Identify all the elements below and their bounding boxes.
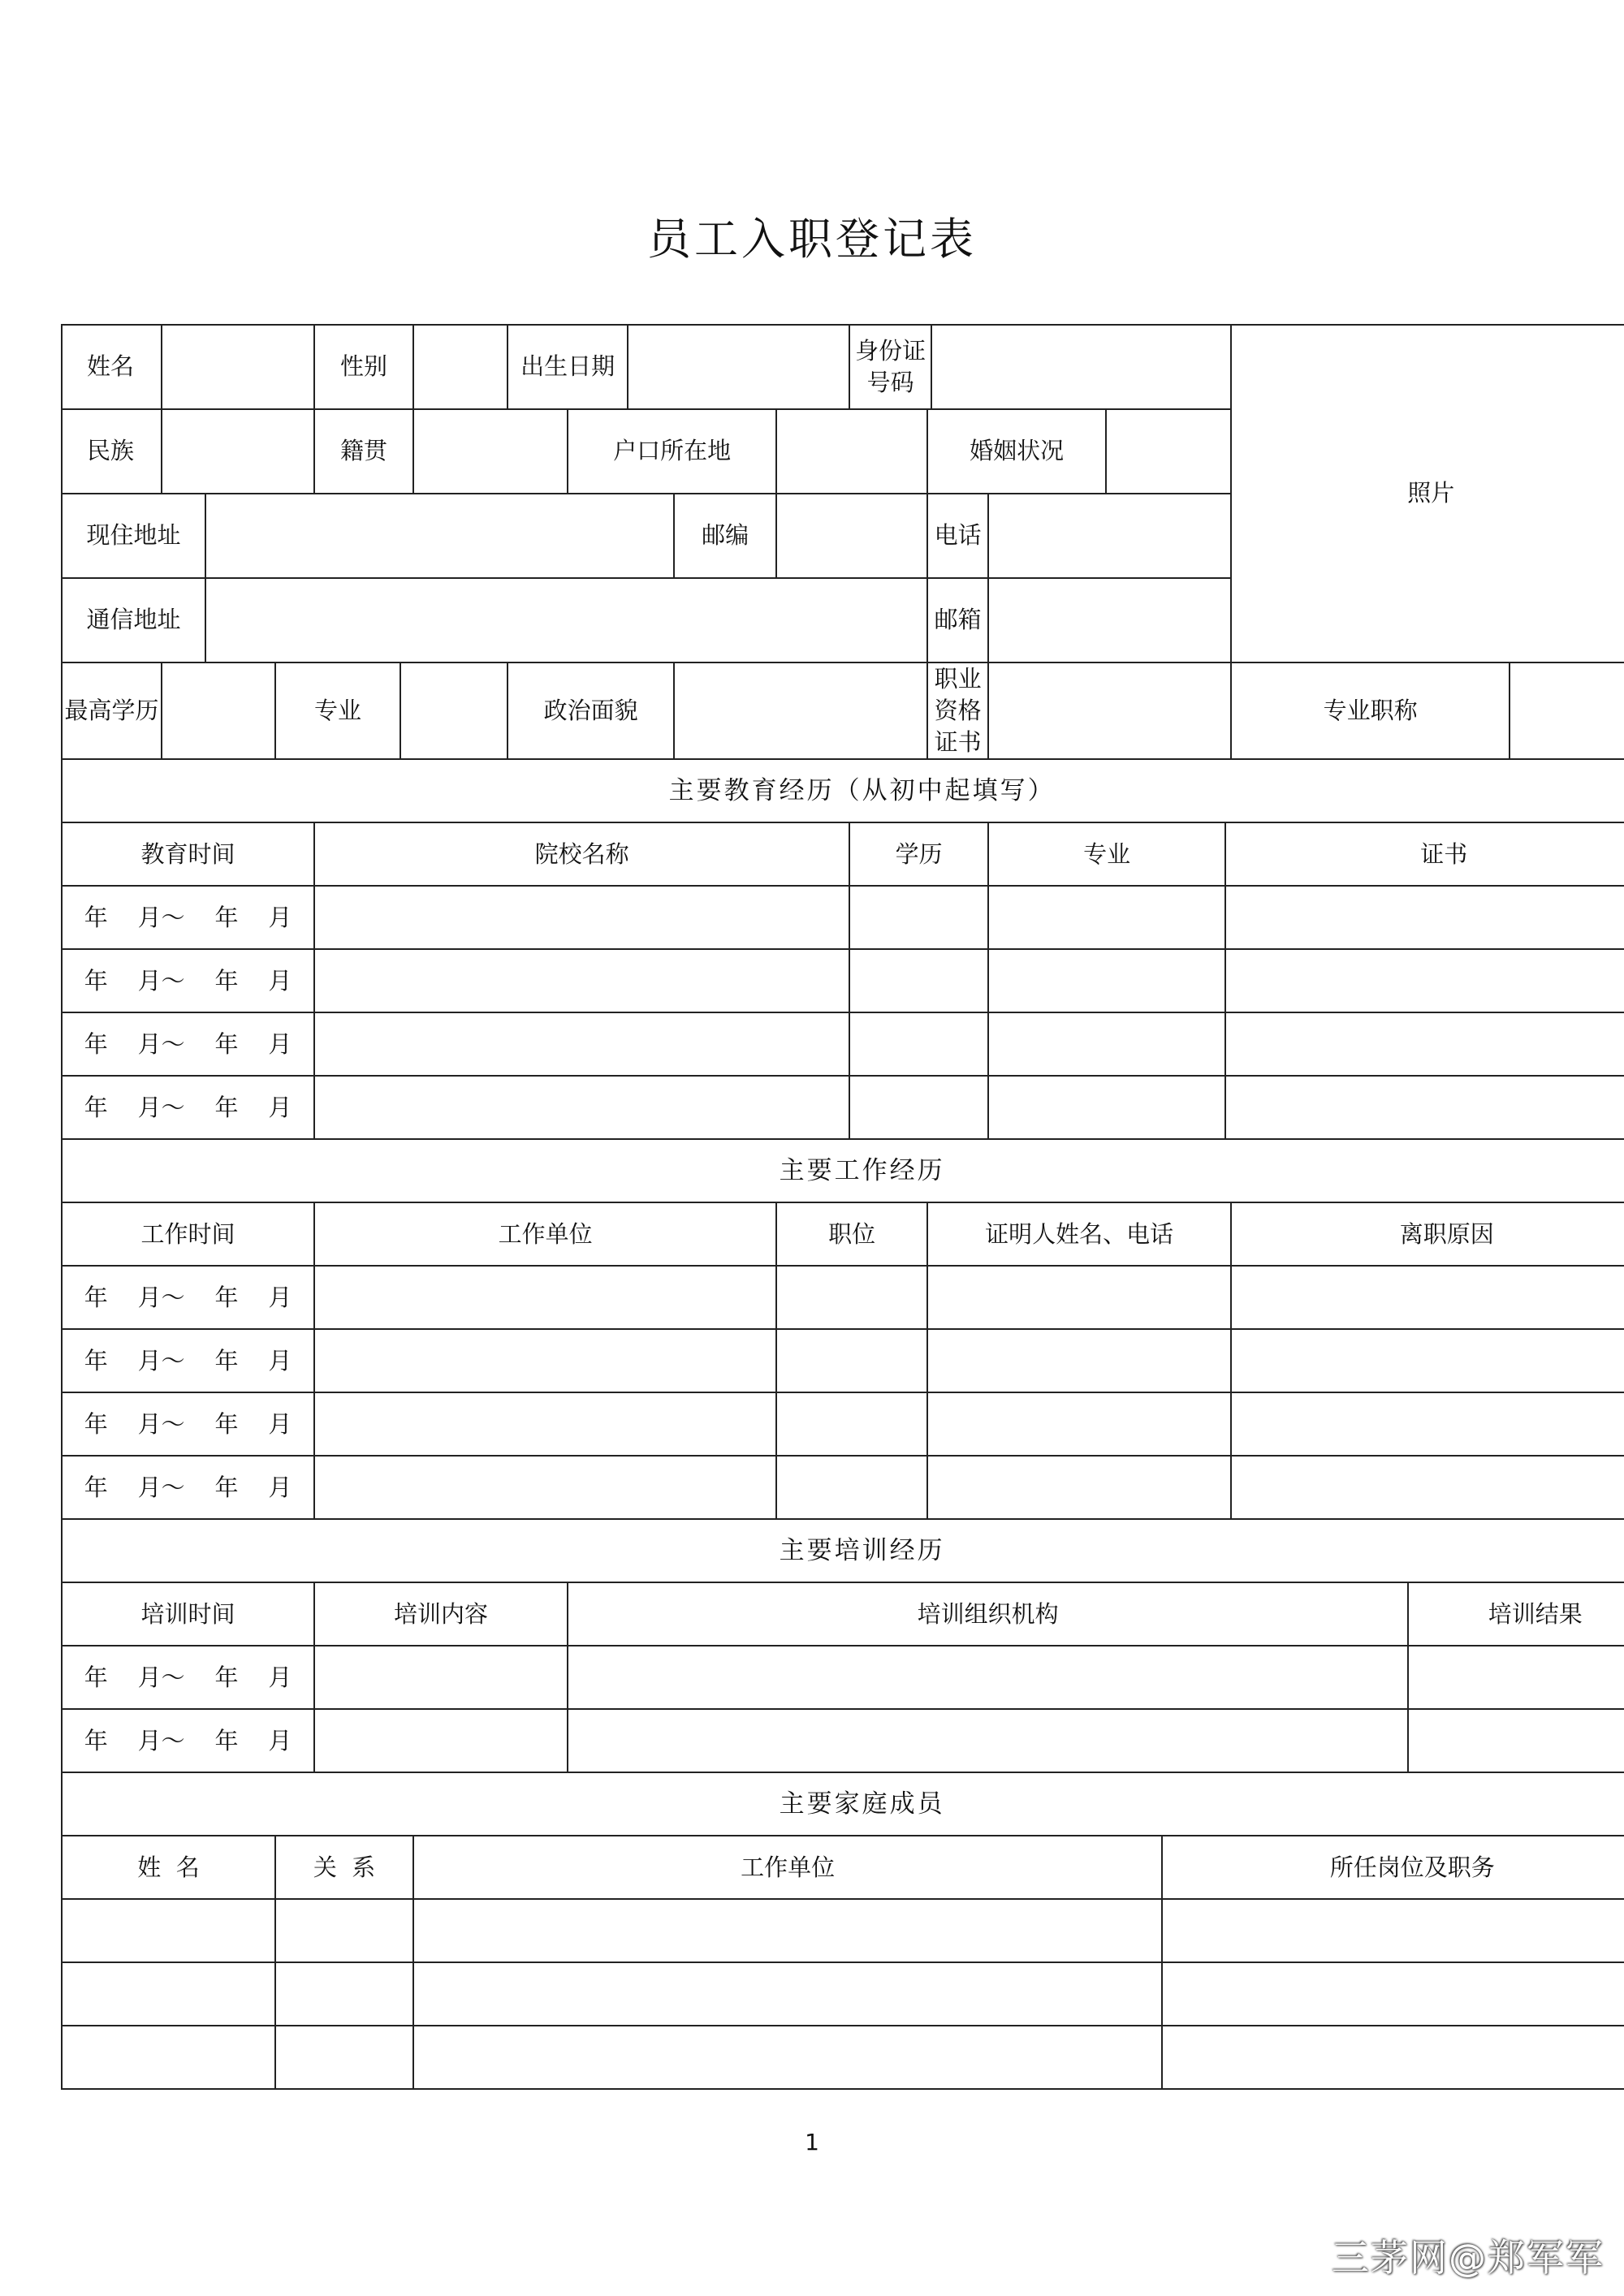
edu-degree-field[interactable] xyxy=(849,1012,988,1076)
education-section-heading: 主要教育经历（从初中起填写） xyxy=(62,759,1624,822)
birth-date-label: 出生日期 xyxy=(508,325,628,409)
edu-date-field[interactable]: 年 月～ 年 月 xyxy=(62,886,314,949)
major-field[interactable] xyxy=(400,662,508,759)
work-employer-field[interactable] xyxy=(314,1392,776,1456)
family-col-name: 姓 名 xyxy=(62,1836,275,1899)
edu-row xyxy=(62,1012,1624,1076)
edu-major-field[interactable] xyxy=(988,1012,1225,1076)
training-row xyxy=(62,1646,1624,1709)
family-employer-field[interactable] xyxy=(413,1962,1162,2026)
family-name-field[interactable] xyxy=(62,2026,275,2089)
family-relation-field[interactable] xyxy=(275,2026,413,2089)
qualification-label-line2: 证书 xyxy=(934,728,982,757)
native-place-field[interactable] xyxy=(413,409,568,494)
training-organizer-field[interactable] xyxy=(568,1646,1408,1709)
edu-col-school: 院校名称 xyxy=(314,822,849,886)
family-col-post: 所任岗位及职务 xyxy=(1162,1836,1624,1899)
birth-date-field[interactable] xyxy=(628,325,849,409)
family-name-field[interactable] xyxy=(62,1899,275,1962)
family-col-employer: 工作单位 xyxy=(413,1836,1162,1899)
training-col-result: 培训结果 xyxy=(1408,1582,1624,1646)
work-position-field[interactable] xyxy=(776,1266,927,1329)
mail-address-field[interactable] xyxy=(205,578,927,662)
registration-form xyxy=(61,324,1624,2090)
page-number: 1 xyxy=(805,2129,819,2156)
training-row xyxy=(62,1709,1624,1772)
edu-col-degree: 学历 xyxy=(849,822,988,886)
qualification-field[interactable] xyxy=(988,662,1231,759)
ethnicity-field[interactable] xyxy=(162,409,314,494)
work-section-heading: 主要工作经历 xyxy=(62,1139,1624,1202)
edu-date-field[interactable]: 年 月～ 年 月 xyxy=(62,1076,314,1139)
work-col-employer: 工作单位 xyxy=(314,1202,776,1266)
family-employer-field[interactable] xyxy=(413,2026,1162,2089)
postcode-label: 邮编 xyxy=(674,494,776,578)
qualification-label xyxy=(927,662,988,759)
work-leave-reason-field[interactable] xyxy=(1231,1392,1624,1456)
work-row xyxy=(62,1329,1624,1392)
current-address-field[interactable] xyxy=(205,494,674,578)
work-reference-field[interactable] xyxy=(927,1266,1231,1329)
family-section-heading: 主要家庭成员 xyxy=(62,1772,1624,1836)
gender-field[interactable] xyxy=(413,325,508,409)
work-col-leave-reason: 离职原因 xyxy=(1231,1202,1624,1266)
work-employer-field[interactable] xyxy=(314,1456,776,1519)
work-employer-field[interactable] xyxy=(314,1329,776,1392)
edu-col-major: 专业 xyxy=(988,822,1225,886)
work-date-field[interactable]: 年 月～ 年 月 xyxy=(62,1329,314,1392)
edu-degree-field[interactable] xyxy=(849,949,988,1012)
mail-address-label: 通信地址 xyxy=(62,578,205,662)
work-row xyxy=(62,1392,1624,1456)
work-leave-reason-field[interactable] xyxy=(1231,1456,1624,1519)
edu-degree-field[interactable] xyxy=(849,886,988,949)
edu-col-certificate: 证书 xyxy=(1225,822,1624,886)
email-field[interactable] xyxy=(988,578,1307,662)
edu-school-field[interactable] xyxy=(314,1076,849,1139)
edu-date-field[interactable]: 年 月～ 年 月 xyxy=(62,1012,314,1076)
family-post-field[interactable] xyxy=(1162,1962,1624,2026)
political-status-field[interactable] xyxy=(674,662,927,759)
edu-major-field[interactable] xyxy=(988,1076,1225,1139)
training-col-time: 培训时间 xyxy=(62,1582,314,1646)
training-content-field[interactable] xyxy=(314,1709,568,1772)
family-row xyxy=(62,2026,1624,2089)
training-content-field[interactable] xyxy=(314,1646,568,1709)
marital-status-label: 婚姻状况 xyxy=(927,409,1106,494)
edu-degree-field[interactable] xyxy=(849,1076,988,1139)
work-row xyxy=(62,1266,1624,1329)
professional-title-label: 专业职称 xyxy=(1231,662,1510,759)
edu-certificate-field[interactable] xyxy=(1225,886,1624,949)
education-field[interactable] xyxy=(162,662,275,759)
name-field[interactable] xyxy=(162,325,314,409)
work-date-field[interactable]: 年 月～ 年 月 xyxy=(62,1456,314,1519)
edu-row xyxy=(62,886,1624,949)
professional-title-field[interactable] xyxy=(1510,662,1624,759)
edu-school-field[interactable] xyxy=(314,1012,849,1076)
training-result-field[interactable] xyxy=(1408,1646,1624,1709)
work-date-field[interactable]: 年 月～ 年 月 xyxy=(62,1392,314,1456)
family-col-relation: 关 系 xyxy=(275,1836,413,1899)
training-col-content: 培训内容 xyxy=(314,1582,568,1646)
work-position-field[interactable] xyxy=(776,1392,927,1456)
edu-major-field[interactable] xyxy=(988,886,1225,949)
name-label: 姓名 xyxy=(62,325,162,409)
family-name-field[interactable] xyxy=(62,1962,275,2026)
qualification-label-line1: 职业资格 xyxy=(934,665,982,725)
work-col-position: 职位 xyxy=(776,1202,927,1266)
work-date-field[interactable]: 年 月～ 年 月 xyxy=(62,1266,314,1329)
family-employer-field[interactable] xyxy=(413,1899,1162,1962)
hukou-field[interactable] xyxy=(776,409,927,494)
email-label: 邮箱 xyxy=(927,578,988,662)
edu-certificate-field[interactable] xyxy=(1225,1076,1624,1139)
watermark: 三茅网@郑军军 xyxy=(1332,2236,1605,2280)
family-relation-field[interactable] xyxy=(275,1899,413,1962)
edu-certificate-field[interactable] xyxy=(1225,949,1624,1012)
work-reference-field[interactable] xyxy=(927,1329,1231,1392)
training-section-heading: 主要培训经历 xyxy=(62,1519,1624,1582)
family-post-field[interactable] xyxy=(1162,1899,1624,1962)
family-relation-field[interactable] xyxy=(275,1962,413,2026)
training-organizer-field[interactable] xyxy=(568,1709,1408,1772)
edu-row xyxy=(62,1076,1624,1139)
work-leave-reason-field[interactable] xyxy=(1231,1266,1624,1329)
political-status-label: 政治面貌 xyxy=(508,662,674,759)
training-date-field[interactable]: 年 月～ 年 月 xyxy=(62,1646,314,1709)
work-leave-reason-field[interactable] xyxy=(1231,1329,1624,1392)
phone-label: 电话 xyxy=(927,494,988,578)
work-reference-field[interactable] xyxy=(927,1392,1231,1456)
phone-field[interactable] xyxy=(988,494,1307,578)
work-employer-field[interactable] xyxy=(314,1266,776,1329)
training-col-organizer: 培训组织机构 xyxy=(568,1582,1408,1646)
photo-box[interactable]: 照片 xyxy=(1231,325,1624,662)
training-date-field[interactable]: 年 月～ 年 月 xyxy=(62,1709,314,1772)
family-row xyxy=(62,1899,1624,1962)
ethnicity-label: 民族 xyxy=(62,409,162,494)
work-col-time: 工作时间 xyxy=(62,1202,314,1266)
current-address-label: 现住地址 xyxy=(62,494,205,578)
training-result-field[interactable] xyxy=(1408,1709,1624,1772)
work-row xyxy=(62,1456,1624,1519)
education-label: 最高学历 xyxy=(62,662,162,759)
form-title: 员工入职登记表 xyxy=(647,214,977,265)
hukou-label: 户口所在地 xyxy=(568,409,776,494)
edu-school-field[interactable] xyxy=(314,886,849,949)
id-number-label: 身份证号码 xyxy=(849,325,931,409)
gender-label: 性别 xyxy=(314,325,413,409)
edu-certificate-field[interactable] xyxy=(1225,1012,1624,1076)
work-reference-field[interactable] xyxy=(927,1456,1231,1519)
edu-major-field[interactable] xyxy=(988,949,1225,1012)
edu-row xyxy=(62,949,1624,1012)
work-position-field[interactable] xyxy=(776,1329,927,1392)
edu-date-field[interactable]: 年 月～ 年 月 xyxy=(62,949,314,1012)
id-number-field[interactable] xyxy=(931,325,1231,409)
family-post-field[interactable] xyxy=(1162,2026,1624,2089)
edu-col-time: 教育时间 xyxy=(62,822,314,886)
edu-school-field[interactable] xyxy=(314,949,849,1012)
marital-status-field[interactable] xyxy=(1106,409,1231,494)
postcode-field[interactable] xyxy=(776,494,927,578)
work-col-reference: 证明人姓名、电话 xyxy=(927,1202,1231,1266)
major-label: 专业 xyxy=(275,662,400,759)
native-place-label: 籍贯 xyxy=(314,409,413,494)
work-position-field[interactable] xyxy=(776,1456,927,1519)
family-row xyxy=(62,1962,1624,2026)
